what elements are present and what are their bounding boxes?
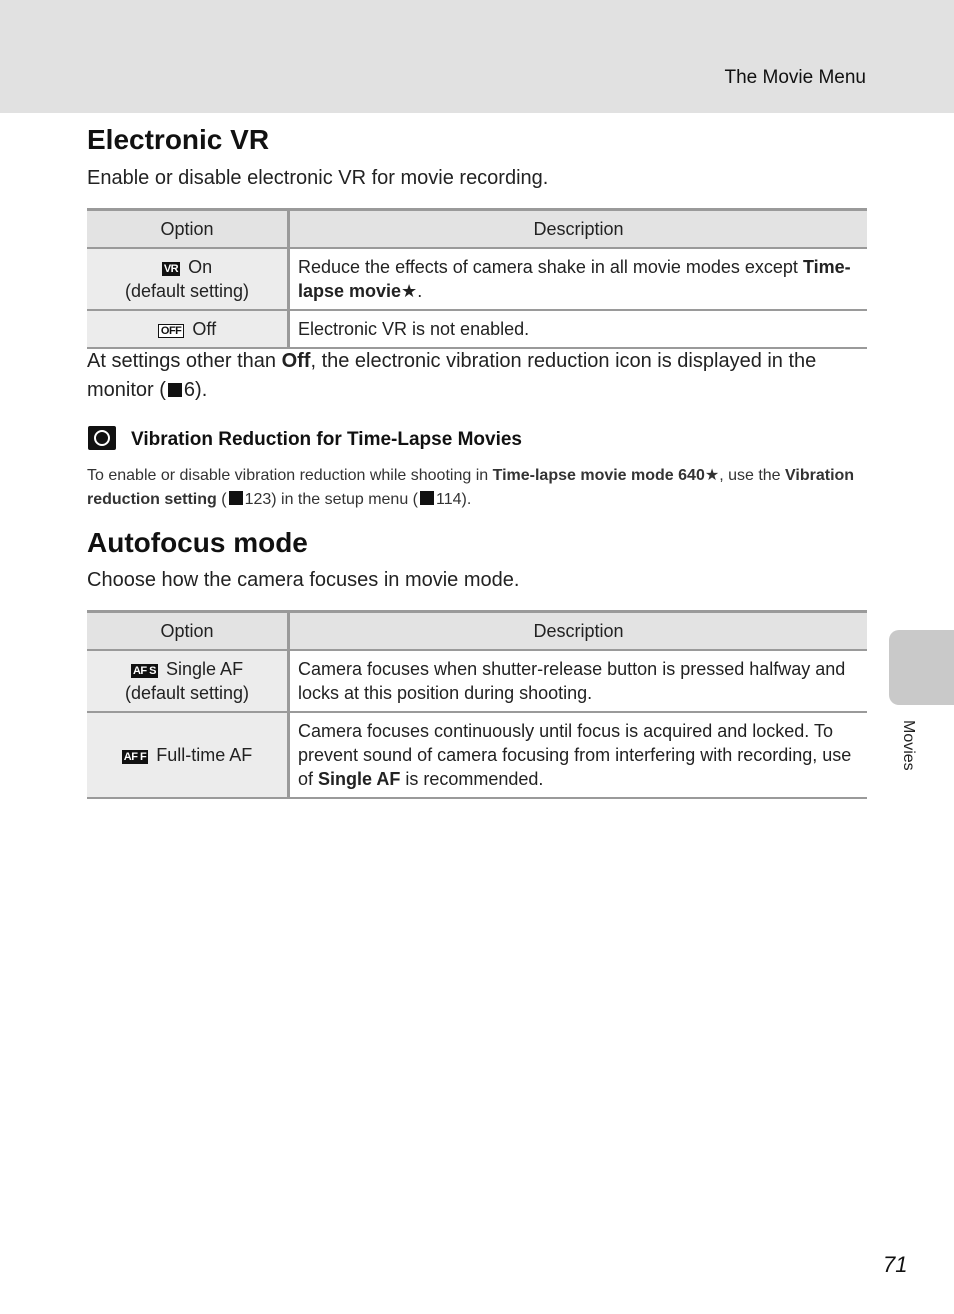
autofocus-heading: Autofocus mode [87,527,308,558]
note-bold: Off [281,350,311,372]
description-bold: Time-lapse movie★ [298,257,851,301]
table-row [87,650,867,712]
electronic-vr-intro: Enable or disable electronic VR for movie recording. [87,167,549,189]
electronic-vr-note-text [87,347,867,405]
default-setting-label: (default setting) [124,281,250,301]
table-row [87,712,867,798]
vr-off-icon: OFF [158,324,185,338]
description-cell [289,248,868,310]
description-text: Reduce the effects of camera shake in all movie modes except [298,257,803,277]
note-text: ( [216,491,227,508]
note-text: At settings other than [87,350,282,372]
option-cell [87,650,289,712]
description-text-end: is recommended. [400,769,544,789]
single-af-icon: AF S [132,665,156,677]
option-label: Off [192,319,217,339]
description-column-header: Description [289,612,868,651]
option-label: Single AF [166,659,244,679]
vr-on-icon: VR [163,263,179,275]
default-setting-label: (default setting) [124,683,250,703]
magnifier-note-icon [88,426,116,450]
option-label: Full-time AF [156,745,253,765]
page-reference-text: 6). [183,379,208,401]
page-reference-text: 114). [436,491,472,508]
description-bold: Single AF [318,769,401,789]
option-label: On [188,257,213,277]
description-column-header: Description [289,210,868,249]
chapter-tab[interactable] [889,630,954,705]
autofocus-intro: Choose how the camera focuses in movie mode. [87,569,520,591]
note-bold: Vibration reduction setting [87,467,855,508]
description-cell: Electronic VR is not enabled. [289,310,868,348]
page-reference-icon [229,491,243,505]
option-column-header: Option [87,210,289,249]
page-reference-text: 123) in the setup menu ( [244,491,418,508]
table-row [87,310,867,348]
note-text: To enable or disable vibration reduction while shooting in [87,467,493,484]
page-reference-icon [168,383,182,397]
description-cell: Camera focuses when shutter-release button is pressed halfway and locks at this position during shooting. [289,650,868,712]
note-text-cont: , the electronic vibration reduction icon is displayed in the monitor ( [87,350,817,401]
description-text: Camera focuses continuously until focus is acquired and locked. To prevent sound of camera focusing from interfering with recording, use of [298,721,852,789]
note-bold: Time-lapse movie mode 640★ [492,467,720,484]
page-reference-icon [420,491,434,505]
electronic-vr-heading: Electronic VR [87,124,270,155]
option-column-header: Option [87,612,289,651]
option-cell [87,310,289,348]
note-title: Vibration Reduction for Time-Lapse Movies [131,429,522,450]
autofocus-table [87,610,867,799]
full-time-af-icon: AF F [123,751,147,763]
electronic-vr-table [87,208,867,349]
note-body [87,464,867,512]
note-text: , use the [719,467,786,484]
chapter-tab-label: Movies [900,720,917,771]
description-text-end: . [417,281,423,301]
header-band [0,0,954,113]
description-cell [289,712,868,798]
section-label: The Movie Menu [724,67,866,88]
option-cell [87,712,289,798]
page-number: 71 [883,1252,908,1277]
table-row [87,248,867,310]
option-cell [87,248,289,310]
